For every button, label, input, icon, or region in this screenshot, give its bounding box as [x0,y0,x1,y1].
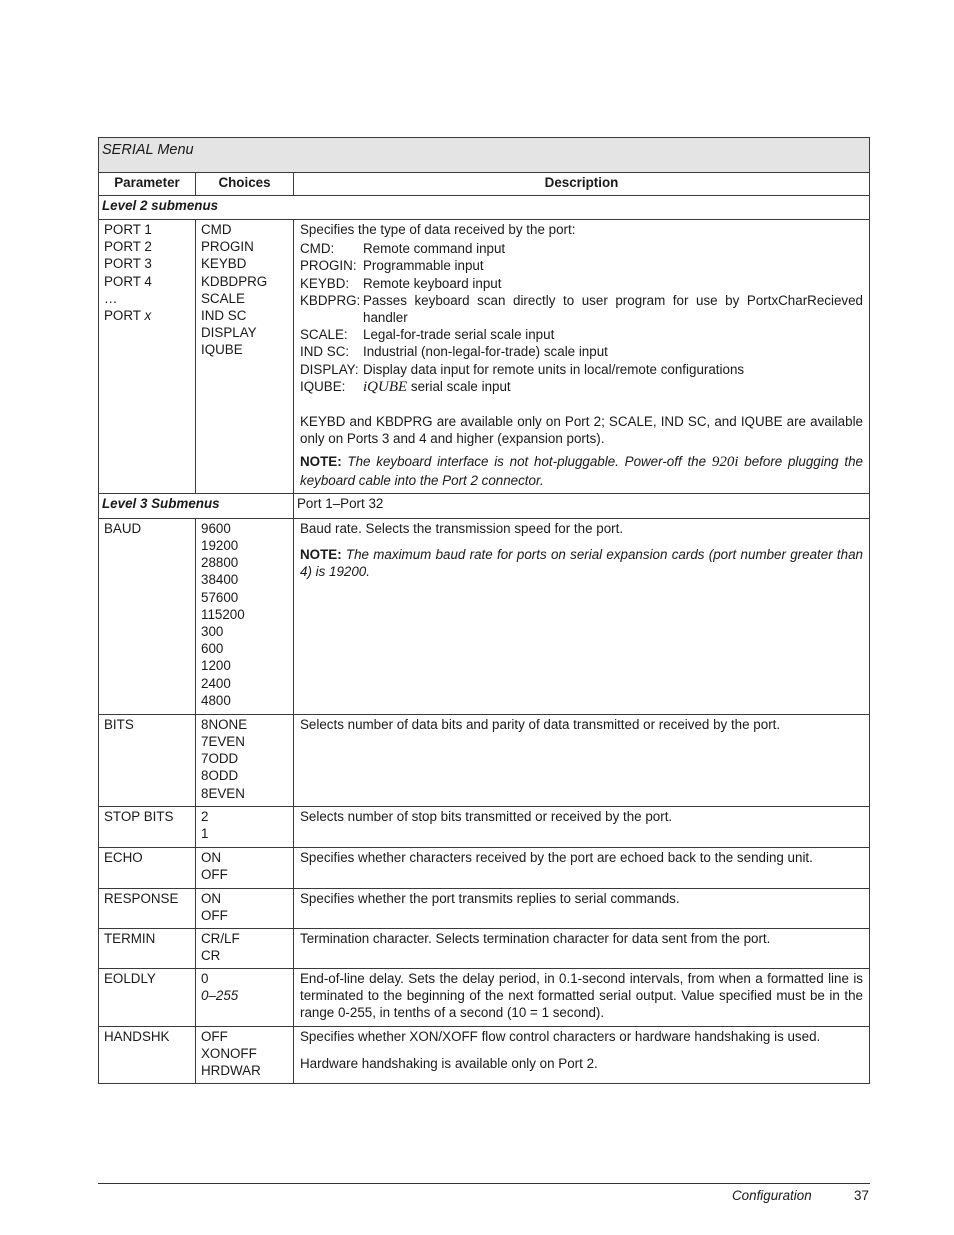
choice: XONOFF [201,1046,257,1062]
choice: CMD [201,222,232,237]
description-text: Specifies whether XON/XOFF flow control characters or hardware handshaking is used. [300,1028,821,1044]
920i-brand: 920i [711,454,739,471]
choices-cell [196,968,294,1026]
description-cell: Selects number of stop bits transmitted or received by the port. [294,806,870,847]
choice: 1200 [201,658,231,674]
choice: 600 [201,641,224,657]
table-row [99,928,870,968]
table-row [99,518,870,714]
param-cell: EOLDLY [99,968,196,1026]
level3-range: Port 1–Port 32 [294,493,870,518]
choice: 8NONE [201,716,248,732]
description-intro: Specifies the type of data received by the port: [300,222,576,237]
definition-item-iqube: IQUBE: iQUBE serial scale input [300,378,511,395]
table-row [99,968,870,1026]
choice: KEYBD [201,256,247,272]
description-text: Baud rate. Selects the transmission speed for the port. [300,520,624,536]
param-port: PORT 1 [104,222,152,237]
description-cell: Termination character. Selects termination character for data sent from the port. [294,928,870,968]
choice-default: 0 [201,970,209,986]
choice: KDBDPRG [201,273,268,289]
note: NOTE: The keyboard interface is not hot-pluggable. Power-off the 920i before plugging the keyboard cable into the Port 2 connector. [300,454,867,488]
description-cell: Selects number of data bits and parity of data transmitted or received by the port. [294,714,870,806]
footer-rule [98,1183,870,1184]
level2-row [99,196,870,220]
definition-item: KBDPRG: Passes keyboard scan directly to user program for use by PortxCharRecieved handler [300,292,863,326]
param-cell: HANDSHK [99,1026,196,1083]
choice: 19200 [201,538,239,554]
table-row [99,847,870,888]
level3-row [99,493,870,518]
menu-title: SERIAL Menu [99,138,870,173]
choice: 28800 [201,555,239,571]
param-cell: RESPONSE [99,888,196,928]
param-cell [99,220,196,494]
choice: 2400 [201,675,231,691]
description-cell [294,220,870,494]
table-row [99,1026,870,1083]
param-cell: BAUD [99,518,196,714]
choice: 7EVEN [201,734,245,750]
choices-cell [196,928,294,968]
choices-cell [196,888,294,928]
footer-section-title: Configuration [732,1188,812,1203]
choice: 2 [201,808,209,824]
table-row [99,806,870,847]
choices-cell [196,806,294,847]
choice: 7ODD [201,751,239,767]
choice: CR/LF [201,930,240,946]
choice: CR [201,948,221,964]
choice: 8EVEN [201,785,245,801]
note: NOTE: The maximum baud rate for ports on serial expansion cards (port number greater than 4) is 19200. [300,547,867,580]
choice: OFF [201,1028,228,1044]
definition-item: IND SC: Industrial (non-legal-for-trade) scale input [300,344,608,360]
choice: ON [201,890,222,906]
param-ellipsis: … [104,290,118,306]
choice: ON [201,849,222,865]
header-parameter: Parameter [99,173,196,196]
definition-item: CMD: Remote command input [300,241,506,257]
definition-item: DISPLAY: Display data input for remote units in local/remote configurations [300,361,745,377]
param-port-x: PORT x [104,308,152,324]
param-port: PORT 4 [104,273,152,289]
param-port: PORT 2 [104,239,152,255]
iqube-brand: iQUBE [363,378,408,395]
param-cell: STOP BITS [99,806,196,847]
choice: 8ODD [201,768,239,784]
param-cell: TERMIN [99,928,196,968]
param-cell: BITS [99,714,196,806]
param-cell: ECHO [99,847,196,888]
choice: IQUBE [201,342,243,358]
definition-list [300,240,863,396]
choices-cell [196,518,294,714]
choice: 38400 [201,572,239,588]
choice: OFF [201,867,228,883]
description-text-secondary: Hardware handshaking is available only on Port 2. [300,1056,598,1072]
choice: HRDWAR [201,1063,261,1079]
choice: DISPLAY [201,325,257,341]
choices-cell [196,714,294,806]
choice: 1 [201,826,209,842]
definition-item: PROGIN: Programmable input [300,258,484,274]
choice: 115200 [201,606,245,622]
choices-cell [196,1026,294,1083]
choice: SCALE [201,290,245,306]
choice: 57600 [201,589,239,605]
param-port: PORT 3 [104,256,152,272]
choice: 4800 [201,692,231,708]
serial-menu-table [98,137,870,1084]
description-cell [294,518,870,714]
choices-cell [196,847,294,888]
level3-label: Level 3 Submenus [99,493,294,518]
level2-label: Level 2 submenus [99,196,870,220]
header-description: Description [294,173,870,196]
definition-item: SCALE: Legal-for-trade serial scale input [300,327,555,343]
choice: 300 [201,624,224,640]
choices-cell [196,220,294,494]
choice-range: 0–255 [201,988,239,1004]
description-cell: End-of-line delay. Sets the delay period, in 0.1-second intervals, from when a formatted line is terminated to the beginning of the next formatted serial output. Value specified must be in the range 0-255, in tenths of a second (10 = 1 second). [294,968,870,1026]
description-cell: Specifies whether the port transmits replies to serial commands. [294,888,870,928]
definition-item: KEYBD: Remote keyboard input [300,275,502,291]
choice: PROGIN [201,239,254,255]
table-row [99,888,870,928]
footer-page-number: 37 [854,1188,869,1203]
availability-text: KEYBD and KBDPRG are available only on Port 2; SCALE, IND SC, and IQUBE are available only on Ports 3 and 4 and higher (expansion ports). [300,414,863,447]
header-row [99,173,870,196]
table-row [99,714,870,806]
description-cell: Specifies whether characters received by the port are echoed back to the sending unit. [294,847,870,888]
table-row [99,220,870,494]
choice: IND SC [201,308,247,324]
choice: 9600 [201,520,231,536]
description-cell [294,1026,870,1083]
header-choices: Choices [196,173,294,196]
choice: OFF [201,908,228,924]
